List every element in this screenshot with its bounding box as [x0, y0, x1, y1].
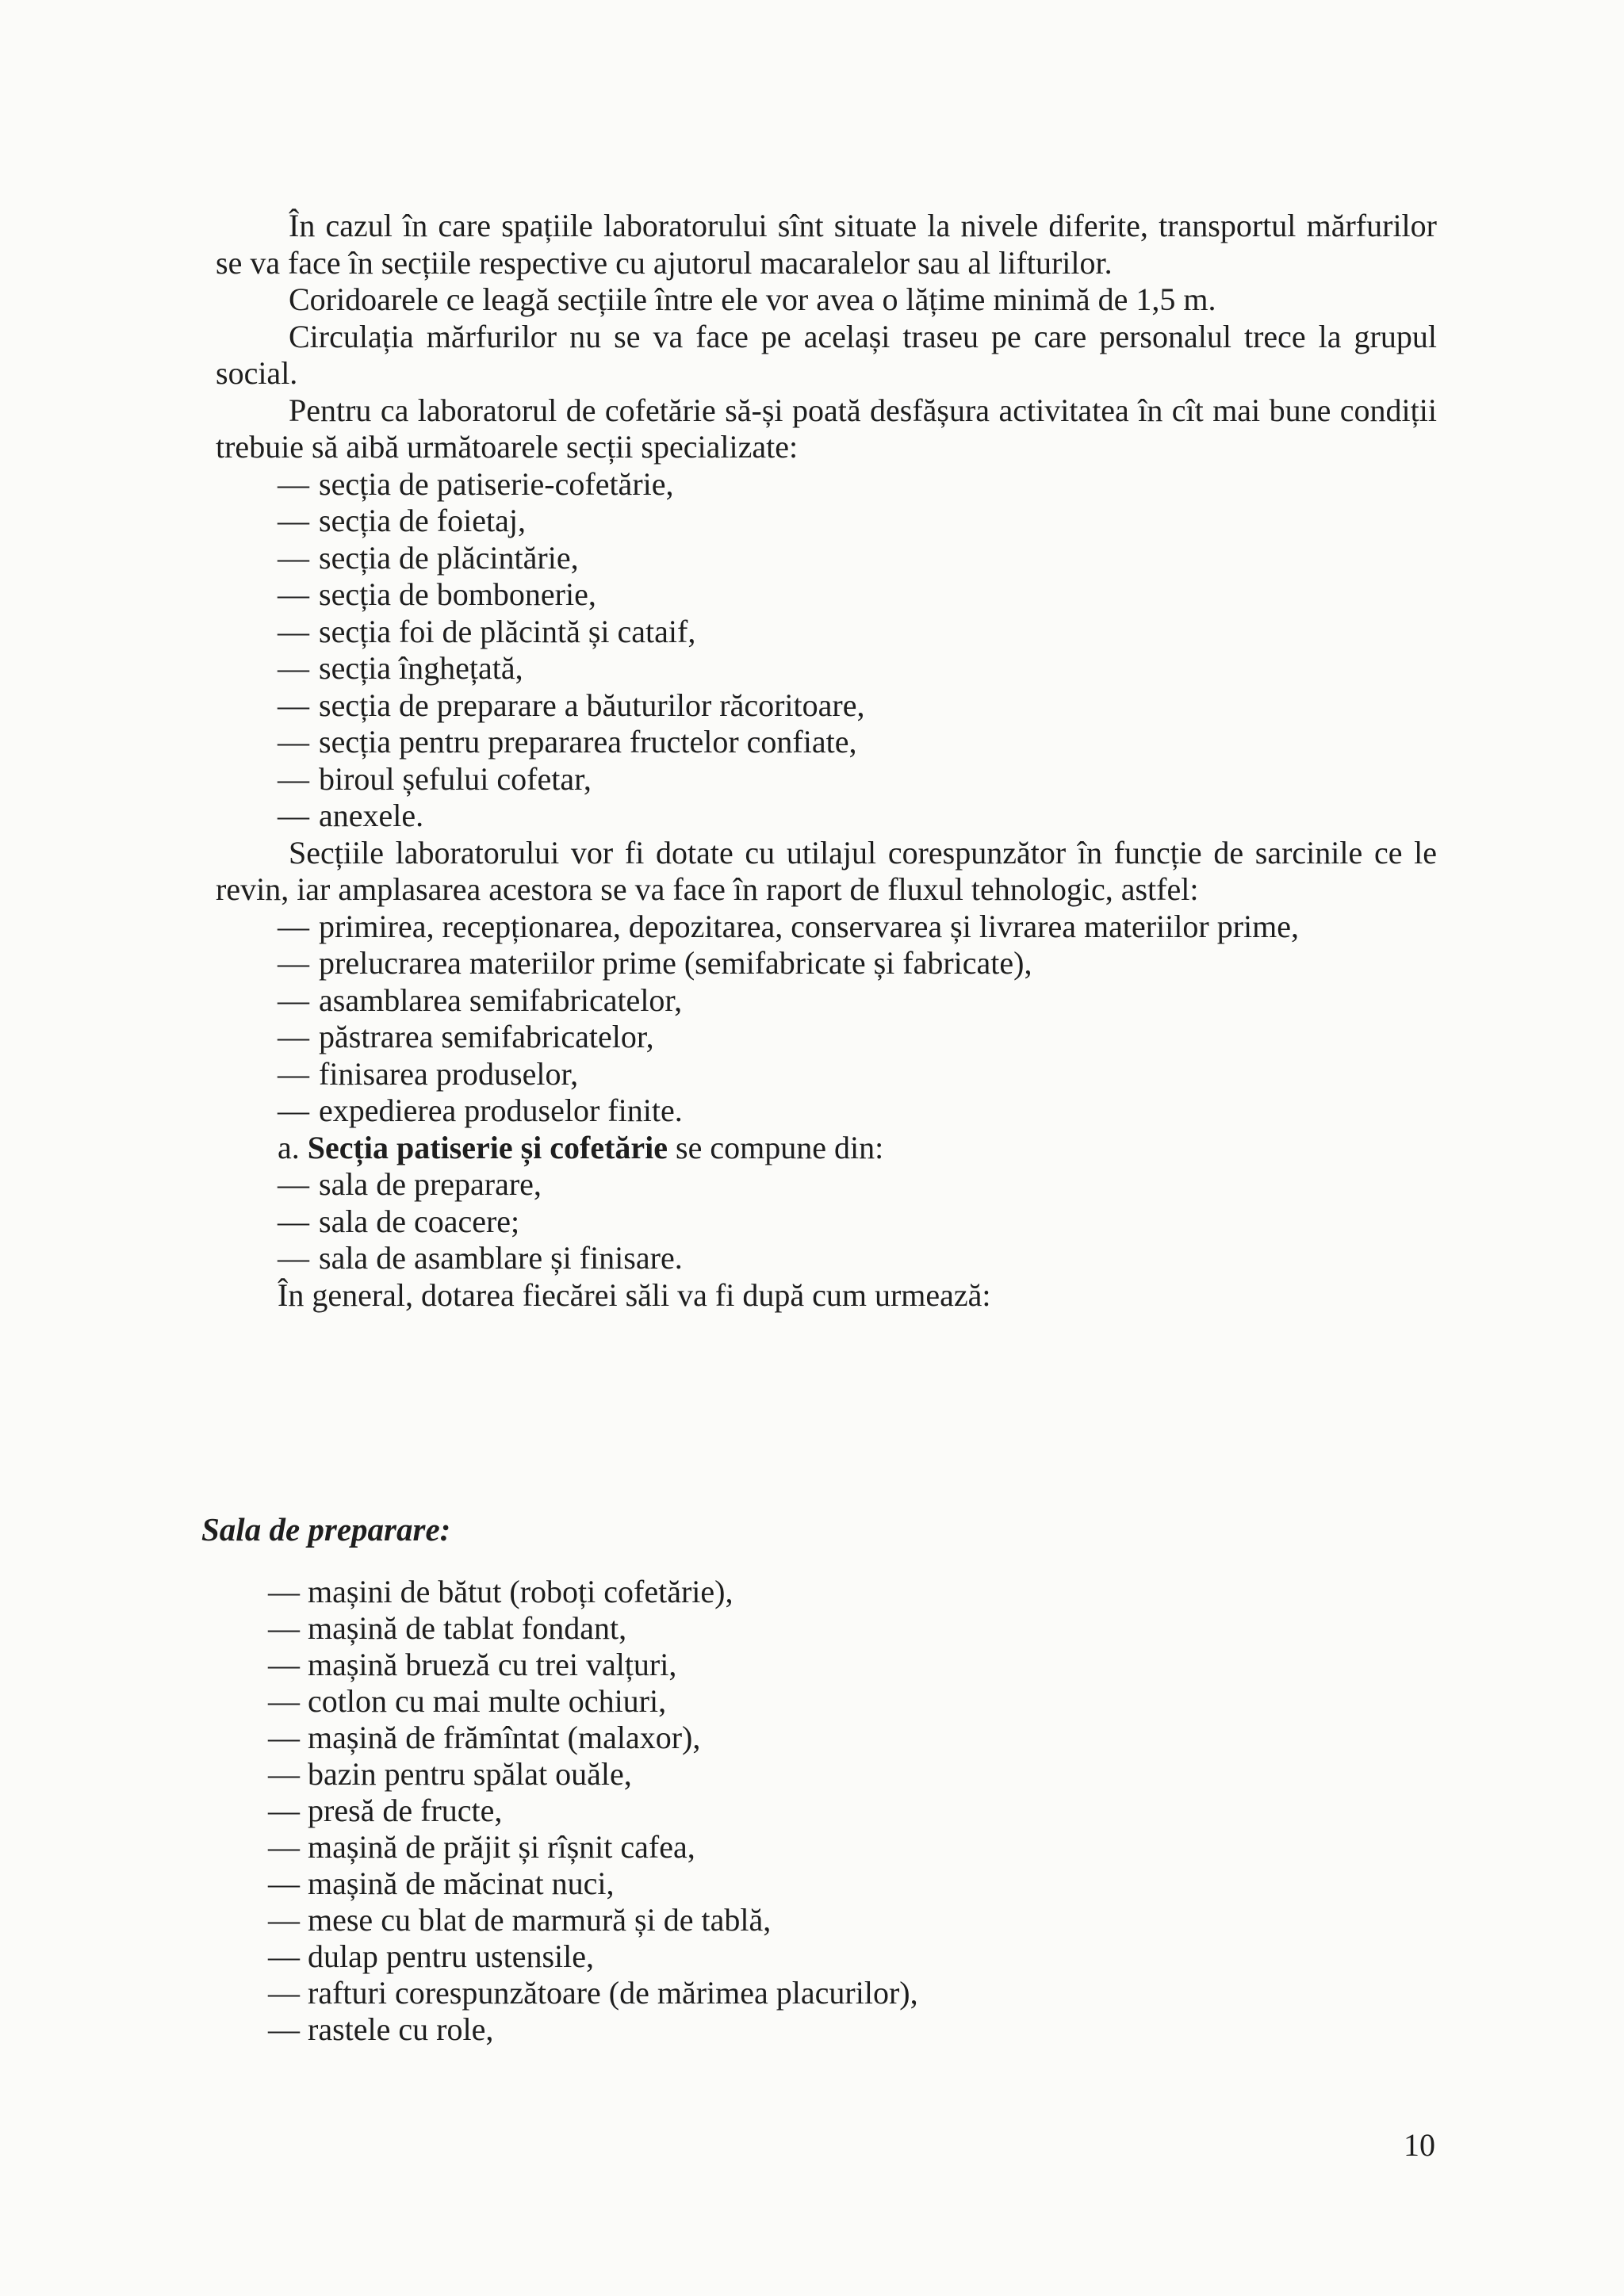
dash-glyph: — — [278, 1055, 309, 1092]
dash-glyph: — — [268, 1683, 300, 1719]
list-item-text: secția de bombonerie, — [319, 576, 596, 612]
dash-glyph: — — [278, 613, 309, 649]
list-item — [216, 1093, 1437, 1130]
list-item — [268, 2011, 1434, 2048]
sections-list — [216, 466, 1437, 835]
dash-glyph: — — [268, 1574, 300, 1609]
dash-glyph: — — [278, 503, 309, 538]
list-item-text: secția înghețată, — [319, 650, 523, 686]
list-item — [268, 1610, 1434, 1647]
dash-glyph: — — [278, 724, 309, 760]
list-item-text: mașină de măcinat nuci, — [308, 1866, 615, 1901]
list-item-text: sala de asamblare și finisare. — [319, 1240, 683, 1276]
list-item — [268, 1756, 1434, 1793]
dash-glyph: — — [278, 1240, 309, 1276]
dash-glyph: — — [278, 982, 309, 1018]
list-item-text: păstrarea semifabricatelor, — [319, 1019, 654, 1054]
list-item — [268, 1683, 1434, 1720]
equipment-list — [268, 1574, 1434, 2048]
list-item-text: rafturi corespunzătoare (de mărimea placurilor), — [308, 1975, 918, 2011]
list-item-text: anexele. — [319, 798, 424, 833]
paragraph: Secțiile laboratorului vor fi dotate cu utilajul corespunzător în funcție de sarcinile ce le revin, iar amplasarea acestora se va face în raport de fluxul tehnologic, astfel: — [216, 834, 1437, 907]
list-item — [268, 1829, 1434, 1866]
list-item-text: secția de foietaj, — [319, 503, 526, 538]
list-item — [216, 982, 1437, 1020]
paragraph: Circulația mărfurilor nu se va face pe același traseu pe care personalul trece la grupul social. — [216, 318, 1437, 391]
section-a-title: Secția patiserie și cofetărie — [307, 1129, 668, 1165]
flow-list — [216, 909, 1437, 1130]
list-item — [216, 650, 1437, 687]
list-item-text: secția de plăcintărie, — [319, 539, 579, 576]
list-item-text: cotlon cu mai multe ochiuri, — [308, 1683, 667, 1719]
dash-glyph: — — [268, 1610, 300, 1646]
list-item-text: mașină brueză cu trei valțuri, — [308, 1647, 677, 1682]
list-item — [216, 576, 1437, 614]
paragraph: Pentru ca laboratorul de cofetărie să-și poată desfășura activitatea în cît mai bune condiții trebuie să aibă următoarele secții specializate: — [216, 392, 1437, 465]
list-item — [268, 1902, 1434, 1938]
list-item — [216, 687, 1437, 725]
list-item-text: dulap pentru ustensile, — [308, 1938, 595, 1974]
page-number: 10 — [1404, 2127, 1435, 2163]
list-item-text: sala de coacere; — [319, 1203, 520, 1239]
dash-glyph: — — [268, 1647, 300, 1682]
list-item — [268, 1975, 1434, 2011]
list-item-text: sala de preparare, — [319, 1166, 542, 1202]
list-item-text: prelucrarea materiilor prime (semifabricate și fabricate), — [319, 945, 1032, 981]
list-item — [216, 540, 1437, 577]
list-item-text: rastele cu role, — [308, 2011, 494, 2047]
list-item — [216, 614, 1437, 651]
list-item — [216, 466, 1437, 503]
list-item — [216, 1166, 1437, 1203]
list-item — [268, 1720, 1434, 1756]
dash-glyph: — — [278, 576, 309, 612]
dash-glyph: — — [268, 1975, 300, 2011]
list-item — [268, 1574, 1434, 1610]
dash-glyph: — — [268, 1720, 300, 1755]
section-a-list — [216, 1166, 1437, 1277]
list-item — [216, 945, 1437, 982]
paragraph: Coridoarele ce leagă secțiile între ele vor avea o lățime minimă de 1,5 m. — [289, 281, 1216, 317]
list-item — [216, 761, 1437, 798]
list-item-text: presă de fructe, — [308, 1793, 503, 1828]
section-heading: Sala de preparare: — [201, 1511, 451, 1548]
dash-glyph: — — [278, 908, 309, 944]
list-item-text: secția de patiserie-cofetărie, — [319, 465, 674, 502]
dash-glyph: — — [278, 945, 309, 981]
list-item-text: finisarea produselor, — [319, 1055, 579, 1092]
dash-glyph: — — [278, 1019, 309, 1054]
list-item-text: expedierea produselor finite. — [319, 1093, 683, 1128]
dash-glyph: — — [278, 539, 309, 576]
section-a-prefix: a. — [278, 1129, 300, 1165]
list-item-text: secția foi de plăcintă și cataif, — [319, 613, 696, 649]
dash-glyph: — — [278, 1093, 309, 1128]
list-item-text: mașină de prăjit și rîșnit cafea, — [308, 1829, 695, 1865]
section-a-rest: se compune din: — [676, 1129, 884, 1165]
list-item-text: mașini de bătut (roboți cofetărie), — [308, 1574, 733, 1609]
list-item — [216, 909, 1437, 946]
dash-glyph: — — [268, 1938, 300, 1974]
dash-glyph: — — [268, 1756, 300, 1792]
body-text — [216, 208, 1437, 1314]
list-item-text: mașină de frămîntat (malaxor), — [308, 1720, 701, 1755]
dash-glyph: — — [268, 1793, 300, 1828]
list-item-text: primirea, recepționarea, depozitarea, conservarea și livrarea materiilor prime, — [319, 908, 1299, 944]
list-item-text: bazin pentru spălat ouăle, — [308, 1756, 632, 1792]
list-item-text: biroul șefului cofetar, — [319, 760, 592, 797]
list-item — [216, 724, 1437, 761]
list-item — [268, 1866, 1434, 1902]
list-item-text: asamblarea semifabricatelor, — [319, 982, 683, 1018]
list-item-text: secția pentru prepararea fructelor confiate, — [319, 724, 857, 760]
dash-glyph: — — [268, 1829, 300, 1865]
dash-glyph: — — [278, 650, 309, 686]
list-item — [216, 503, 1437, 540]
list-item — [268, 1938, 1434, 1975]
dash-glyph: — — [268, 2011, 300, 2047]
dash-glyph: — — [278, 798, 309, 833]
section-a-heading — [216, 1130, 1437, 1167]
list-item-text: secția de preparare a băuturilor răcoritoare, — [319, 687, 865, 723]
list-item — [216, 1056, 1437, 1093]
list-item — [268, 1647, 1434, 1683]
dash-glyph: — — [278, 760, 309, 797]
general-line: În general, dotarea fiecărei săli va fi după cum urmează: — [278, 1276, 991, 1313]
list-item — [216, 1203, 1437, 1241]
list-item — [216, 798, 1437, 835]
dash-glyph: — — [278, 1203, 309, 1239]
list-item — [216, 1240, 1437, 1277]
paragraph: În cazul în care spațiile laboratorului sînt situate la nivele diferite, transportul mărfurilor se va face în secțiile respective cu ajutorul macaralelor sau al lifturilor. — [216, 208, 1437, 281]
list-item — [216, 1019, 1437, 1056]
dash-glyph: — — [268, 1902, 300, 1938]
dash-glyph: — — [268, 1866, 300, 1901]
list-item — [268, 1793, 1434, 1829]
dash-glyph: — — [278, 1166, 309, 1202]
dash-glyph: — — [278, 687, 309, 723]
list-item-text: mese cu blat de marmură și de tablă, — [308, 1902, 772, 1938]
list-item-text: mașină de tablat fondant, — [308, 1610, 627, 1646]
dash-glyph: — — [278, 465, 309, 502]
